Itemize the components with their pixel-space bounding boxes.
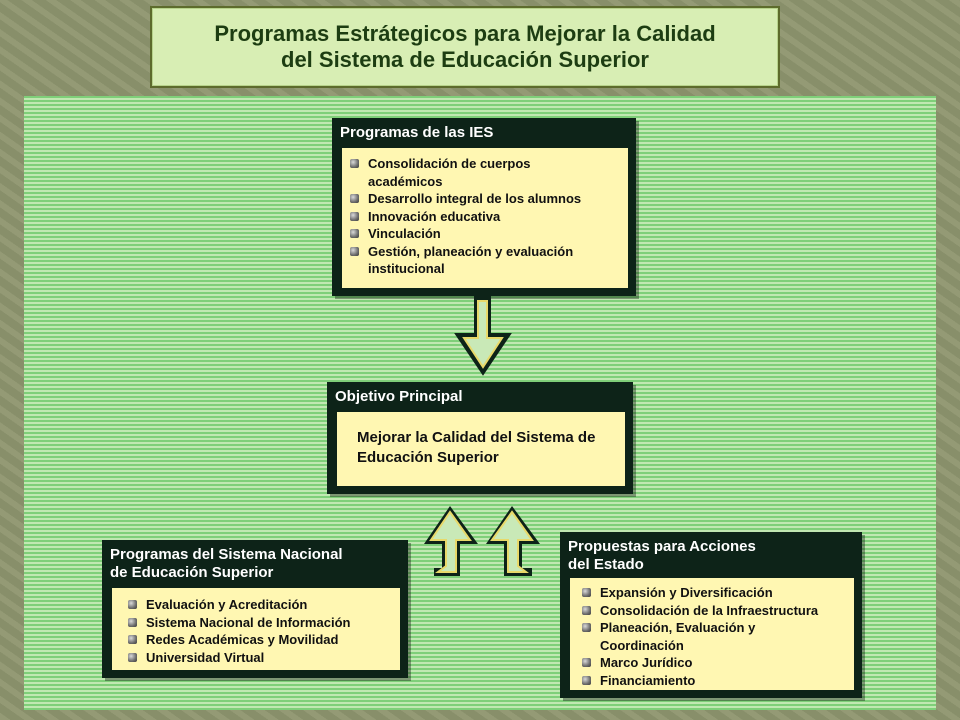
list-item: Marco Jurídico — [582, 654, 832, 672]
main-objective-header: Objetivo Principal — [335, 388, 463, 405]
list-item: Consolidación de cuerpos académicos — [350, 155, 605, 190]
up-arrow-right-icon — [486, 506, 540, 576]
ies-programs-header: Programas de las IES — [340, 124, 494, 141]
main-objective-text: Mejorar la Calidad del Sistema de Educación Superior — [357, 429, 596, 466]
slide-title-line1: Programas Estrátegicos para Mejorar la Calidad — [214, 21, 716, 46]
list-item: Evaluación y Acreditación — [128, 596, 386, 614]
list-item: Redes Académicas y Movilidad — [128, 631, 386, 649]
list-item: Sistema Nacional de Información — [128, 614, 386, 632]
list-item: Gestión, planeación y evaluación institucional — [350, 243, 605, 278]
list-item: Innovación educativa — [350, 208, 605, 226]
down-arrow-icon — [456, 297, 510, 374]
national-system-header-line2: de Educación Superior — [110, 564, 274, 581]
list-item: Universidad Virtual — [128, 649, 386, 667]
list-item: Consolidación de la Infraestructura — [582, 602, 832, 620]
state-actions-header-line2: del Estado — [568, 556, 644, 573]
slide-title-line2: del Sistema de Educación Superior — [281, 47, 649, 72]
list-item: Financiamiento — [582, 672, 832, 690]
list-item: Vinculación — [350, 225, 605, 243]
list-item: Desarrollo integral de los alumnos — [350, 190, 605, 208]
national-system-header-line1: Programas del Sistema Nacional — [110, 546, 343, 563]
list-item: Expansión y Diversificación — [582, 584, 832, 602]
list-item: Planeación, Evaluación y Coordinación — [582, 619, 832, 654]
up-arrow-left-icon — [424, 506, 478, 576]
state-actions-header-line1: Propuestas para Acciones — [568, 538, 756, 555]
